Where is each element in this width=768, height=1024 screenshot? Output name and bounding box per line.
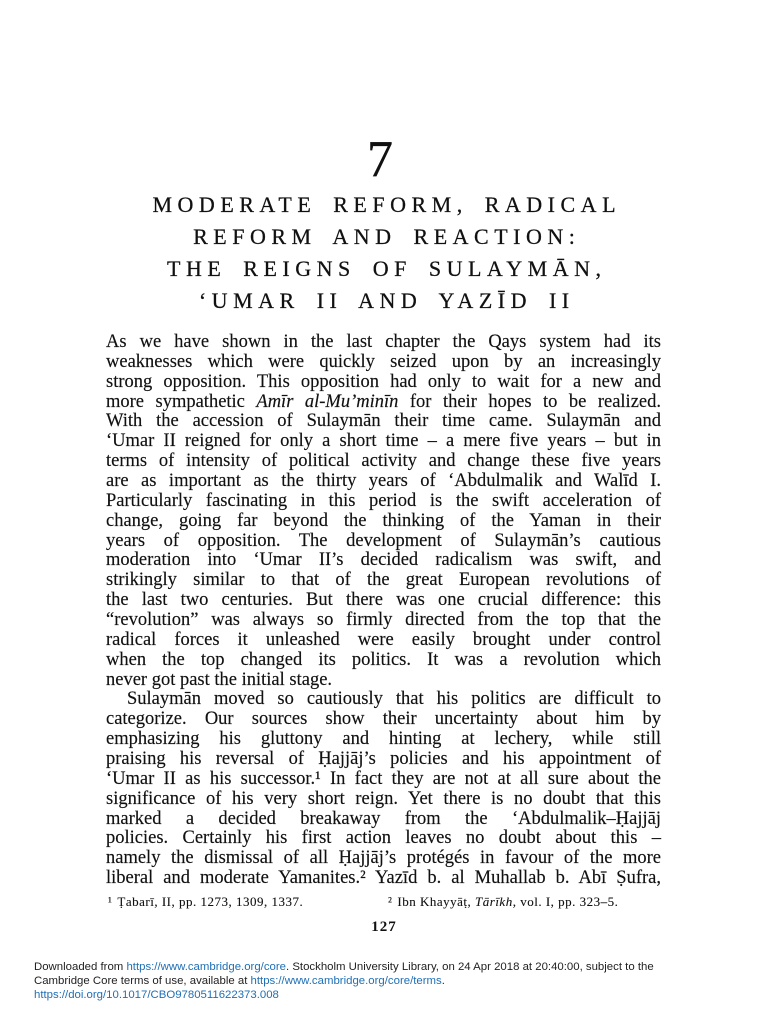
body-line: policies. Certainly his first action leaves no doubt about this – bbox=[106, 828, 661, 849]
body-line: never got past the initial stage. bbox=[106, 669, 333, 690]
chapter-title bbox=[0, 189, 768, 317]
footnote-text: , vol. I, pp. 323–5. bbox=[512, 894, 619, 909]
body-line: praising his reversal of Ḥajjāj’s policies and his appointment of bbox=[106, 749, 661, 770]
download-notice bbox=[34, 960, 654, 1002]
body-line: strong opposition. This opposition had only to wait for a new and bbox=[106, 371, 661, 392]
notice-line bbox=[34, 988, 654, 1002]
footnote-italic-title: Tārīkh bbox=[475, 894, 513, 909]
footnote-marker: ¹ bbox=[108, 894, 113, 909]
footnote bbox=[388, 894, 618, 910]
title-line: MODERATE REFORM, RADICAL bbox=[152, 192, 622, 217]
footnote-text: Ibn Khayyāṭ, bbox=[397, 894, 476, 909]
body-line: emphasizing his gluttony and hinting at lechery, while still bbox=[106, 729, 661, 750]
body-line: marked a decided breakaway from the ‘Abdulmalik–Ḥajjāj bbox=[106, 808, 661, 829]
body-line: significance of his very short reign. Yet there is no doubt that this bbox=[106, 788, 661, 809]
notice-text: . Stockholm University Library, on 24 Apr 2018 at 20:40:00, subject to the bbox=[286, 961, 654, 973]
title-line: THE REIGNS OF SULAYMĀN, bbox=[167, 256, 607, 281]
doi-link[interactable]: https://doi.org/10.1017/CBO9780511622373.008 bbox=[34, 989, 279, 1001]
italic-term: Amīr al-Mu’minīn bbox=[256, 391, 399, 412]
footnotes bbox=[0, 894, 768, 910]
paragraph bbox=[106, 333, 661, 690]
body-line: “revolution” was always so firmly directed from the top that the bbox=[106, 610, 661, 631]
notice-text: Downloaded from bbox=[34, 961, 127, 973]
notice-text: . bbox=[441, 975, 445, 987]
body-line: categorize. Our sources show their uncertainty about him by bbox=[106, 709, 661, 730]
body-line: moderation into ‘Umar II’s decided radicalism was swift, and bbox=[106, 550, 661, 571]
notice-text: Cambridge Core terms of use, available at bbox=[34, 975, 251, 987]
line-text: more sympathetic bbox=[106, 391, 257, 412]
body-line: namely the dismissal of all Ḥajjāj’s protégés in favour of the more bbox=[106, 848, 661, 869]
body-line: years of opposition. The development of Sulaymān’s cautious bbox=[106, 530, 661, 551]
body-line: terms of intensity of political activity and change these five years bbox=[106, 451, 661, 472]
body-line: are as important as the thirty years of ‘Abdulmalik and Walīd I. bbox=[106, 471, 661, 492]
body-line: strikingly similar to that of the great European revolutions of bbox=[106, 570, 661, 591]
body-line: ‘Umar II reigned for only a short time – a mere five years – but in bbox=[106, 431, 661, 452]
body-line: the last two centuries. But there was one crucial difference: this bbox=[106, 590, 661, 611]
paragraph bbox=[106, 690, 661, 889]
body-line: weaknesses which were quickly seized upon by an increasingly bbox=[106, 351, 661, 372]
page-number: 127 bbox=[371, 919, 397, 935]
cambridge-core-link[interactable]: https://www.cambridge.org/core bbox=[126, 961, 286, 973]
body-line: Particularly fascinating in this period is the swift acceleration of bbox=[106, 490, 661, 511]
terms-link[interactable]: https://www.cambridge.org/core/terms bbox=[250, 975, 442, 987]
body-line: As we have shown in the last chapter the Qays system had its bbox=[106, 332, 661, 352]
body-line: ‘Umar II as his successor.¹ In fact they are not at all sure about the bbox=[106, 768, 661, 789]
body-text bbox=[106, 333, 661, 889]
body-line: Sulaymān moved so cautiously that his politics are difficult to bbox=[127, 689, 661, 710]
notice-line bbox=[34, 960, 654, 974]
body-line: change, going far beyond the thinking of the Yaman in their bbox=[106, 510, 661, 531]
body-line: liberal and moderate Yamanites.² Yazīd b. al Muhallab b. Abī Ṣufra, bbox=[106, 868, 661, 889]
notice-line bbox=[34, 974, 654, 988]
body-line: when the top changed its politics. It was a revolution which bbox=[106, 649, 661, 670]
chapter-number: 7 bbox=[367, 131, 393, 188]
line-text: for their hopes to be realized. bbox=[398, 391, 661, 412]
body-line bbox=[106, 393, 661, 413]
body-line: radical forces it unleashed were easily brought under control bbox=[106, 629, 661, 650]
footnote bbox=[108, 894, 303, 910]
footnote-text: Ṭabarī, II, pp. 1273, 1309, 1337. bbox=[117, 894, 304, 909]
body-line: With the accession of Sulaymān their time came. Sulaymān and bbox=[106, 411, 661, 432]
title-line: REFORM AND REACTION: bbox=[193, 224, 581, 249]
footnote-marker: ² bbox=[388, 894, 393, 909]
title-line: ‘UMAR II AND YAZĪD II bbox=[198, 288, 575, 313]
